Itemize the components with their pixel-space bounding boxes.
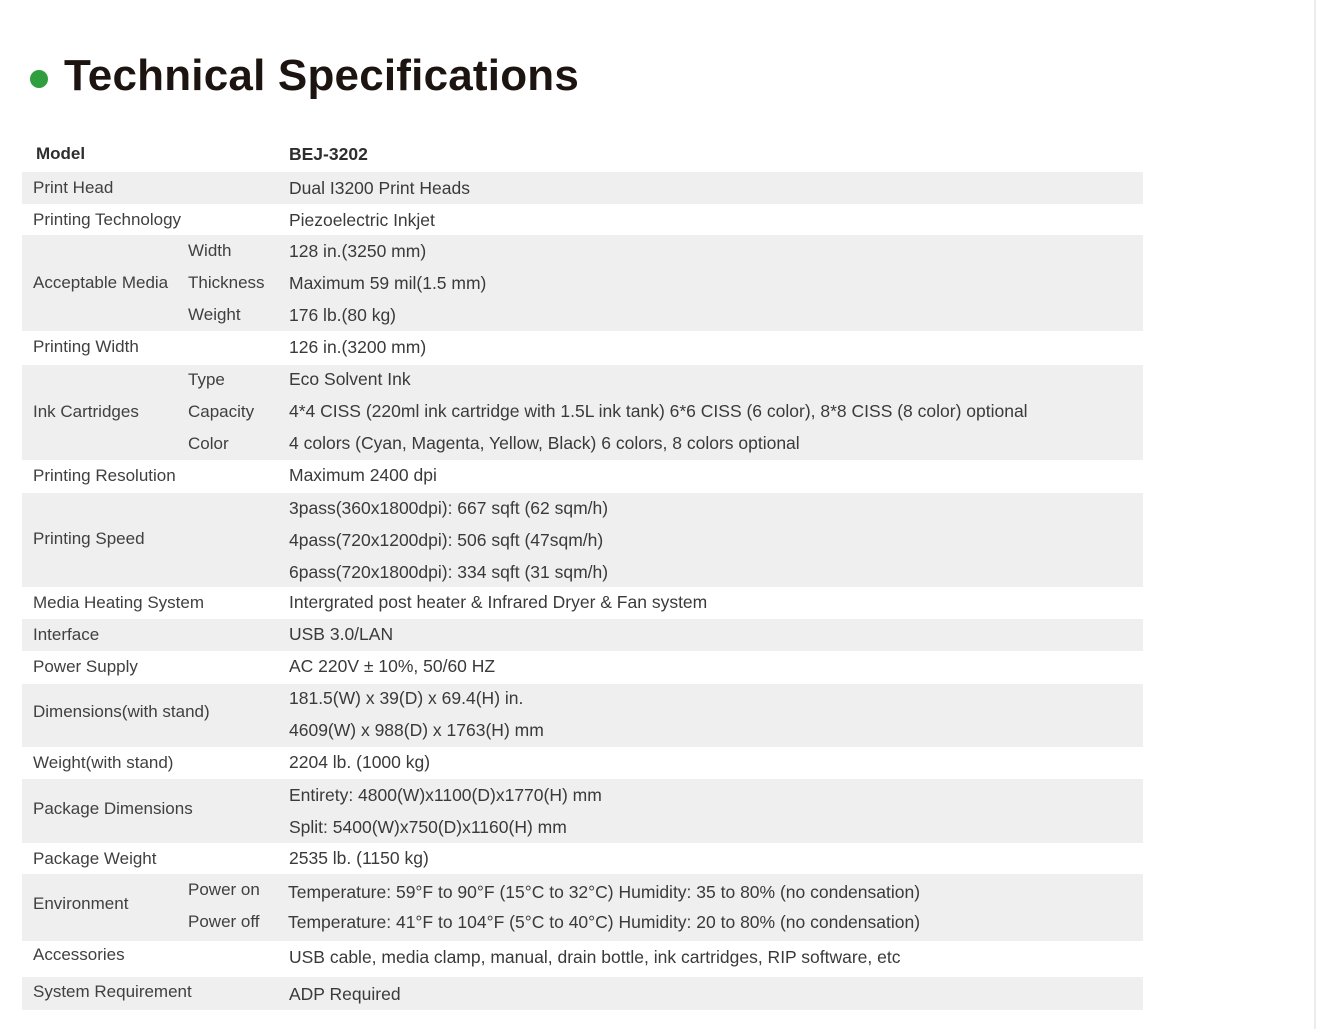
spec-value-media-heating: Intergrated post heater & Infrared Dryer & Fan system (289, 592, 708, 612)
spec-row-dimensions (22, 684, 1143, 747)
spec-value-print-head: Dual I3200 Print Heads (289, 178, 470, 198)
spec-label-package-weight: Package Weight (33, 849, 157, 868)
spec-sublabel-color: Color (188, 434, 229, 453)
spec-label-dimensions: Dimensions(with stand) (33, 702, 210, 721)
spec-value-package-split: Split: 5400(W)x750(D)x1160(H) mm (289, 817, 567, 837)
spec-sublabel-power-off: Power off (188, 912, 260, 931)
spec-value-printing-technology: Piezoelectric Inkjet (289, 210, 435, 230)
spec-value-power-on: Temperature: 59°F to 90°F (15°C to 32°C) Humidity: 35 to 80% (no condensation) (288, 882, 921, 902)
spec-row-accessories (22, 941, 1143, 975)
spec-value-media-weight: 176 lb.(80 kg) (289, 305, 397, 325)
spec-row-system-requirement (22, 977, 1143, 1010)
spec-row-model (22, 138, 1143, 170)
spec-label-accessories: Accessories (33, 945, 125, 964)
spec-value-ink-type: Eco Solvent Ink (289, 369, 411, 389)
spec-value-speed-4pass: 4pass(720x1200dpi): 506 sqft (47sqm/h) (289, 530, 604, 550)
spec-row-package-dimensions (22, 779, 1143, 843)
spec-value-package-entirety: Entirety: 4800(W)x1100(D)x1770(H) mm (289, 785, 602, 805)
spec-sublabel-thickness: Thickness (188, 273, 265, 292)
spec-label-media-heating: Media Heating System (33, 593, 205, 612)
spec-label-model: Model (36, 144, 86, 163)
spec-row-interface (22, 619, 1143, 651)
spec-value-dimensions-in: 181.5(W) x 39(D) x 69.4(H) in. (289, 688, 524, 708)
spec-value-package-weight: 2535 lb. (1150 kg) (289, 848, 429, 868)
spec-label-environment: Environment (33, 894, 129, 913)
spec-sublabel-capacity: Capacity (188, 402, 255, 421)
spec-value-system-requirement: ADP Required (289, 984, 401, 1004)
spec-label-power-supply: Power Supply (33, 657, 138, 676)
spec-value-thickness: Maximum 59 mil(1.5 mm) (289, 273, 487, 293)
section-heading (30, 46, 579, 106)
page-title: Technical Specifications (64, 51, 580, 100)
spec-value-printing-width: 126 in.(3200 mm) (289, 337, 427, 357)
spec-value-printing-resolution: Maximum 2400 dpi (289, 465, 437, 485)
spec-row-package-weight (22, 843, 1143, 875)
spec-label-printing-technology: Printing Technology (33, 210, 182, 229)
spec-label-ink-cartridges: Ink Cartridges (33, 402, 139, 421)
spec-row-environment (22, 874, 1143, 941)
bullet-dot-icon (30, 70, 48, 88)
spec-value-weight: 2204 lb. (1000 kg) (289, 752, 431, 772)
spec-sublabel-weight: Weight (188, 305, 241, 324)
spec-row-printing-technology (22, 204, 1143, 236)
spec-row-printing-speed (22, 493, 1143, 587)
spec-label-printing-speed: Printing Speed (33, 529, 145, 548)
spec-label-system-requirement: System Requirement (33, 982, 192, 1001)
spec-value-model: BEJ-3202 (289, 144, 368, 164)
spec-label-print-head: Print Head (33, 178, 114, 197)
spec-row-acceptable-media (22, 235, 1143, 331)
spec-label-printing-resolution: Printing Resolution (33, 466, 176, 485)
spec-value-interface: USB 3.0/LAN (289, 624, 394, 644)
spec-row-printing-resolution (22, 460, 1143, 492)
spec-value-accessories: USB cable, media clamp, manual, drain bottle, ink cartridges, RIP software, etc (289, 947, 901, 967)
spec-row-print-head (22, 172, 1143, 204)
spec-value-speed-3pass: 3pass(360x1800dpi): 667 sqft (62 sqm/h) (289, 498, 609, 518)
spec-label-weight: Weight(with stand) (33, 753, 174, 772)
spec-sublabel-width: Width (188, 241, 232, 260)
spec-label-interface: Interface (33, 625, 100, 644)
spec-value-power-off: Temperature: 41°F to 104°F (5°C to 40°C) Humidity: 20 to 80% (no condensation) (288, 912, 921, 932)
spec-row-ink-cartridges (22, 365, 1143, 460)
spec-sublabel-power-on: Power on (188, 880, 260, 899)
spec-sublabel-type: Type (188, 370, 225, 389)
page-edge-divider (1314, 0, 1316, 1029)
spec-label-printing-width: Printing Width (33, 337, 139, 356)
spec-value-speed-6pass: 6pass(720x1800dpi): 334 sqft (31 sqm/h) (289, 562, 609, 582)
spec-value-ink-color: 4 colors (Cyan, Magenta, Yellow, Black) 6 colors, 8 colors optional (289, 433, 800, 453)
spec-value-power-supply: AC 220V ± 10%, 50/60 HZ (289, 656, 496, 676)
spec-value-ink-capacity: 4*4 CISS (220ml ink cartridge with 1.5L ink tank) 6*6 CISS (6 color), 8*8 CISS (8 color) optional (289, 401, 1028, 421)
spec-row-printing-width (22, 331, 1143, 363)
spec-row-weight (22, 747, 1143, 779)
spec-label-acceptable-media: Acceptable Media (33, 273, 169, 292)
spec-row-power-supply (22, 651, 1143, 683)
spec-label-package-dimensions: Package Dimensions (33, 799, 193, 818)
spec-value-dimensions-mm: 4609(W) x 988(D) x 1763(H) mm (289, 720, 544, 740)
spec-value-width: 128 in.(3250 mm) (289, 241, 427, 261)
spec-row-media-heating (22, 587, 1143, 619)
